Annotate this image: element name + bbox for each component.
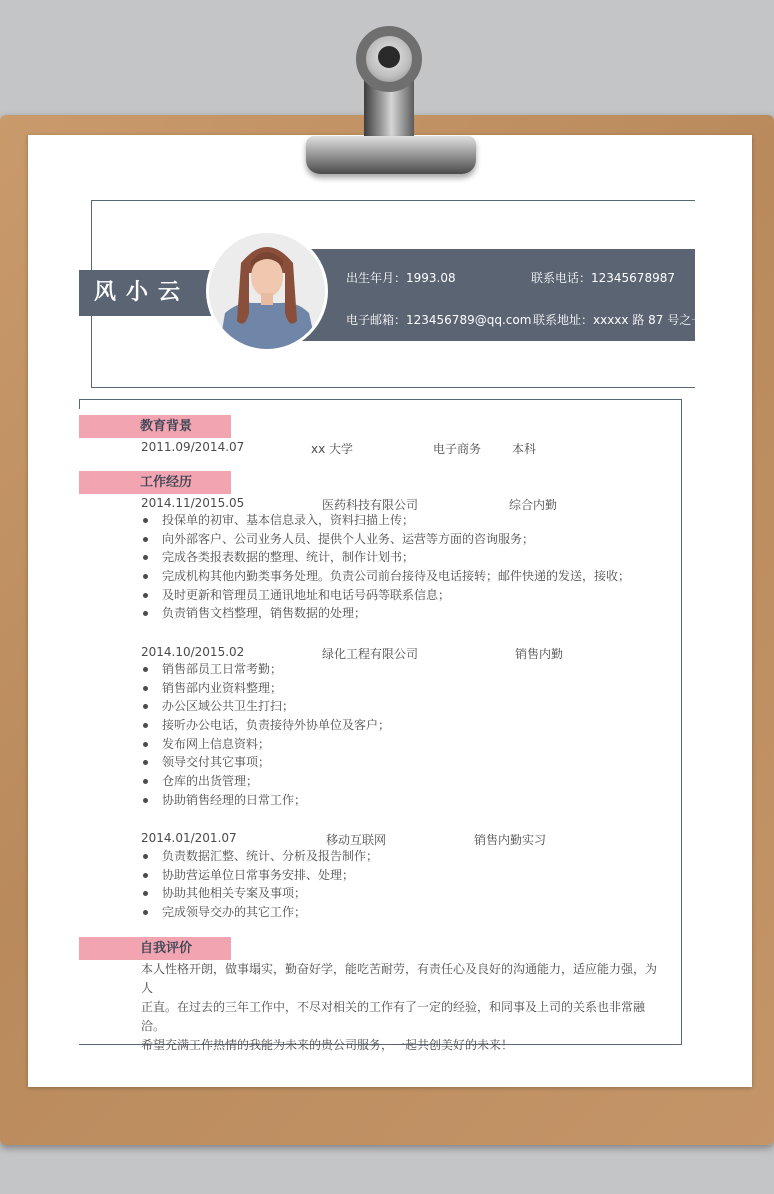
email: 电子邮箱：123456789@qq.com	[346, 313, 532, 327]
job-duties-list	[141, 660, 390, 810]
list-item: 协助销售经理的日常工作；	[141, 791, 390, 810]
self-eval-title: 自我评价	[140, 941, 193, 956]
job-period: 2014.10/2015.02	[141, 645, 245, 659]
phone: 联系电话：12345678987	[531, 271, 675, 285]
education-major: 电子商务	[433, 442, 482, 456]
job-period: 2014.11/2015.05	[141, 496, 245, 510]
job-role: 销售内勤	[515, 647, 564, 661]
self-eval-line: 本人性格开朗，做事塌实，勤奋好学，能吃苦耐劳，有责任心及良好的沟通能力，适应能力强，为人	[141, 962, 658, 995]
list-item: 仓库的出货管理；	[141, 772, 390, 791]
address: 联系地址：xxxxx 路 87 号之一	[533, 313, 704, 327]
content-frame-left	[79, 399, 80, 409]
list-item: 负责销售文档整理，销售数据的处理；	[141, 604, 630, 623]
work-section-bar	[79, 471, 231, 494]
list-item: 负责数据汇整、统计、分析及报告制作；	[141, 847, 378, 866]
birth-date: 出生年月：1993.08	[346, 271, 456, 285]
self-eval-section-bar	[79, 937, 231, 960]
list-item: 领导交付其它事项；	[141, 753, 390, 772]
education-title: 教育背景	[140, 419, 193, 434]
work-title: 工作经历	[140, 475, 193, 490]
job-company: 医药科技有限公司	[322, 498, 419, 512]
list-item: 及时更新和管理员工通讯地址和电话号码等联系信息；	[141, 586, 630, 605]
job-period: 2014.01/201.07	[141, 831, 237, 845]
list-item: 销售部员工日常考勤；	[141, 660, 390, 679]
list-item: 销售部内业资料整理；	[141, 679, 390, 698]
list-item: 完成各类报表数据的整理、统计，制作计划书；	[141, 548, 630, 567]
contact-info-band	[290, 249, 704, 341]
list-item: 完成机构其他内勤类事务处理。负责公司前台接待及电话接转；邮件快递的发送，接收；	[141, 567, 630, 586]
education-degree: 本科	[512, 442, 537, 456]
list-item: 完成领导交办的其它工作；	[141, 903, 378, 922]
job-company: 移动互联网	[326, 833, 387, 847]
self-eval-text	[141, 960, 661, 1055]
job-role: 综合内勤	[509, 498, 558, 512]
education-school: xx 大学	[311, 442, 354, 456]
candidate-name: 风小云	[93, 280, 190, 305]
self-eval-line: 正直。在过去的三年工作中，不尽对相关的工作有了一定的经验，和同事及上司的关系也非常融洽。	[141, 1000, 646, 1033]
avatar	[206, 230, 328, 352]
list-item: 办公区域公共卫生打扫；	[141, 697, 390, 716]
education-period: 2011.09/2014.07	[141, 440, 245, 454]
job-duties-list	[141, 511, 630, 623]
list-item: 协助营运单位日常事务安排、处理；	[141, 866, 378, 885]
job-role: 销售内勤实习	[474, 833, 547, 847]
list-item: 向外部客户、公司业务人员、提供个人业务、运营等方面的咨询服务；	[141, 530, 630, 549]
binder-clip-icon	[356, 26, 422, 92]
self-eval-line: 希望充满工作热情的我能为未来的贵公司服务，一起共创美好的未来！	[141, 1038, 514, 1052]
list-item: 接听办公电话，负责接待外协单位及客户；	[141, 716, 390, 735]
binder-clip-base	[306, 136, 476, 174]
list-item: 协助其他相关专案及事项；	[141, 884, 378, 903]
content-frame-top	[79, 399, 682, 400]
list-item: 发布网上信息资料；	[141, 735, 390, 754]
job-company: 绿化工程有限公司	[322, 647, 419, 661]
job-duties-list	[141, 847, 378, 922]
list-item: 投保单的初审、基本信息录入，资料扫描上传；	[141, 511, 630, 530]
education-section-bar	[79, 415, 231, 438]
